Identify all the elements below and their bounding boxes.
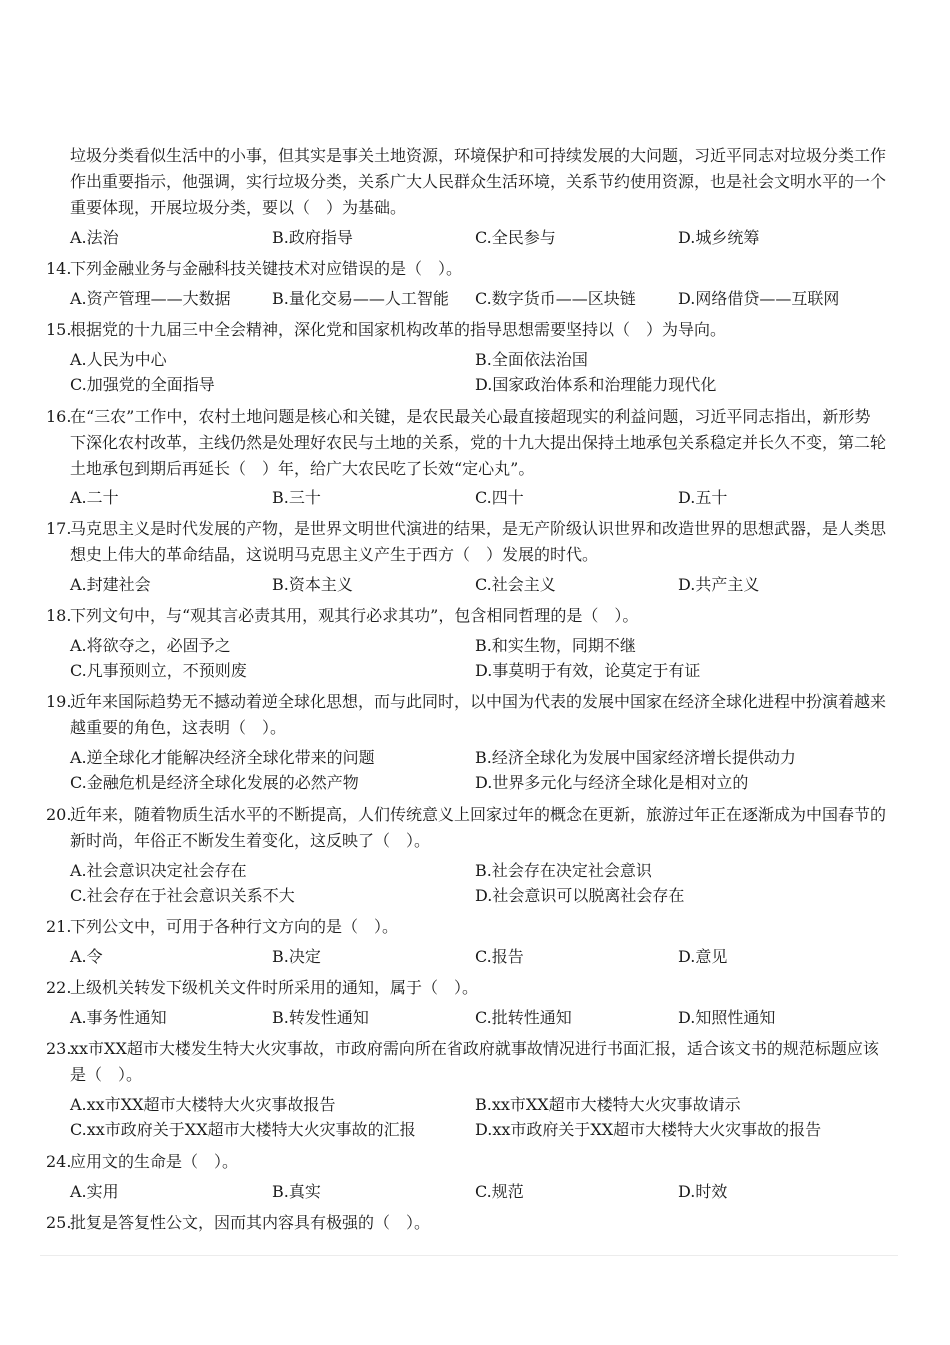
question-number: 14.: [46, 259, 72, 278]
question-number: 15.: [46, 320, 72, 339]
option-b: B.和实生物，同期不继: [475, 636, 636, 655]
option-b: B.量化交易——人工智能: [272, 289, 449, 308]
option-d: D.世界多元化与经济全球化是相对立的: [475, 773, 749, 792]
option-d: D.国家政治体系和治理能力现代化: [475, 375, 717, 394]
option-a: A.二十: [70, 488, 119, 507]
option-b: B.xx市XX超市大楼特大火灾事故请示: [475, 1095, 741, 1114]
option-c: C.四十: [475, 488, 524, 507]
question-19: [46, 689, 886, 741]
option-a: A.逆全球化才能解决经济全球化带来的问题: [70, 748, 375, 767]
option-c: C.批转性通知: [475, 1008, 572, 1027]
option-c: C.加强党的全面指导: [70, 375, 215, 394]
question-14: [46, 256, 886, 282]
question-text: 垃圾分类看似生活中的小事，但其实是事关土地资源，环境保护和可持续发展的大问题，习近平同志对垃圾分类工作作出重要指示，他强调，实行垃圾分类，关系广大人民群众生活环境，关系节约使用资源，也是社会文明水平的一个重要体现，开展垃圾分类，要以（ ）为基础。: [70, 146, 887, 217]
option-d: D.共产主义: [678, 575, 760, 594]
option-a: A.资产管理——大数据: [70, 289, 231, 308]
option-a: A.xx市XX超市大楼特大火灾事故报告: [70, 1095, 336, 1114]
question-number: 19.: [46, 692, 72, 711]
question-text: 下列公文中，可用于各种行文方向的是（ ）。: [70, 917, 399, 936]
option-a: A.事务性通知: [70, 1008, 167, 1027]
option-b: B.全面依法治国: [475, 350, 588, 369]
question-text: 下列金融业务与金融科技关键技术对应错误的是（ ）。: [70, 259, 463, 278]
question-text: 上级机关转发下级机关文件时所采用的通知，属于（ ）。: [70, 978, 479, 997]
option-c: C.全民参与: [475, 228, 556, 247]
question-number: 25.: [46, 1213, 72, 1232]
option-c: C.xx市政府关于XX超市大楼特大火灾事故的汇报: [70, 1120, 416, 1139]
question-24: [46, 1149, 886, 1175]
question-25: [46, 1210, 886, 1236]
option-b: B.资本主义: [272, 575, 353, 594]
option-a: A.社会意识决定社会存在: [70, 861, 247, 880]
option-d: D.网络借贷——互联网: [678, 289, 840, 308]
question-text: xx市XX超市大楼发生特大火灾事故，市政府需向所在省政府就事故情况进行书面汇报，适合该文书的规范标题应该是（ ）。: [70, 1039, 879, 1084]
option-d: D.社会意识可以脱离社会存在: [475, 886, 685, 905]
option-d: D.知照性通知: [678, 1008, 776, 1027]
question-17: [46, 516, 886, 568]
option-d: D.城乡统筹: [678, 228, 760, 247]
option-c: C.金融危机是经济全球化发展的必然产物: [70, 773, 359, 792]
option-b: B.经济全球化为发展中国家经济增长提供动力: [475, 748, 796, 767]
option-d: D.事莫明于有效，论莫定于有证: [475, 661, 701, 680]
question-text: 根据党的十九届三中全会精神，深化党和国家机构改革的指导思想需要坚持以（ ）为导向。: [70, 320, 727, 339]
option-b: B.转发性通知: [272, 1008, 369, 1027]
option-b: B.决定: [272, 947, 321, 966]
option-a: A.实用: [70, 1182, 119, 1201]
question-20: [46, 802, 886, 854]
question-number: 22.: [46, 978, 72, 997]
question-text: 应用文的生命是（ ）。: [70, 1152, 239, 1171]
option-b: B.三十: [272, 488, 321, 507]
option-d: D.意见: [678, 947, 728, 966]
option-d: D.时效: [678, 1182, 728, 1201]
question-text: 马克思主义是时代发展的产物，是世界文明世代演进的结果，是无产阶级认识世界和改造世界的思想武器，是人类思想史上伟大的革命结晶，这说明马克思主义产生于西方（ ）发展的时代。: [70, 519, 887, 564]
question-number: 23.: [46, 1039, 72, 1058]
question-text: 下列文句中，与“观其言必责其用，观其行必求其功”，包含相同哲理的是（ ）。: [70, 606, 639, 625]
option-c: C.数字货币——区块链: [475, 289, 636, 308]
option-a: A.人民为中心: [70, 350, 167, 369]
option-a: A.令: [70, 947, 103, 966]
option-b: B.政府指导: [272, 228, 353, 247]
question-number: 17.: [46, 519, 72, 538]
option-a: A.将欲夺之，必固予之: [70, 636, 231, 655]
question-22: [46, 975, 886, 1001]
question-number: 21.: [46, 917, 72, 936]
question-number: 20.: [46, 805, 72, 824]
question-16: [46, 404, 886, 482]
option-c: C.社会主义: [475, 575, 556, 594]
option-a: A.封建社会: [70, 575, 151, 594]
question-text: 近年来国际趋势无不撼动着逆全球化思想，而与此同时，以中国为代表的发展中国家在经济全球化进程中扮演着越来越重要的角色，这表明（ ）。: [70, 692, 887, 737]
question-23: [46, 1036, 886, 1088]
option-b: B.真实: [272, 1182, 321, 1201]
question-number: 16.: [46, 407, 72, 426]
option-a: A.法治: [70, 228, 119, 247]
question-15: [46, 317, 886, 343]
option-d: D.xx市政府关于XX超市大楼特大火灾事故的报告: [475, 1120, 822, 1139]
option-c: C.凡事预则立，不预则废: [70, 661, 247, 680]
page-bottom-divider: [40, 1255, 898, 1256]
question-text: 批复是答复性公文，因而其内容具有极强的（ ）。: [70, 1213, 431, 1232]
option-d: D.五十: [678, 488, 728, 507]
question-21: [46, 914, 886, 940]
question-number: 24.: [46, 1152, 72, 1171]
question-18: [46, 603, 886, 629]
question-text: 在“三农”工作中，农村土地问题是核心和关键，是农民最关心最直接超现实的利益问题，习近平同志指出，新形势下深化农村改革，主线仍然是处理好农民与土地的关系，党的十九大提出保持土地承包关系稳定并长久不变，第二轮土地承包到期后再延长（ ）年，给广大农民吃了长效“定心丸”。: [70, 407, 887, 478]
option-c: C.报告: [475, 947, 524, 966]
question-text: 近年来，随着物质生活水平的不断提高，人们传统意义上回家过年的概念在更新，旅游过年正在逐渐成为中国春节的新时尚，年俗正不断发生着变化，这反映了（ ）。: [70, 805, 887, 850]
option-c: C.社会存在于社会意识关系不大: [70, 886, 295, 905]
option-c: C.规范: [475, 1182, 524, 1201]
question-number: 18.: [46, 606, 72, 625]
option-b: B.社会存在决定社会意识: [475, 861, 652, 880]
question-13-stem: [46, 143, 886, 221]
